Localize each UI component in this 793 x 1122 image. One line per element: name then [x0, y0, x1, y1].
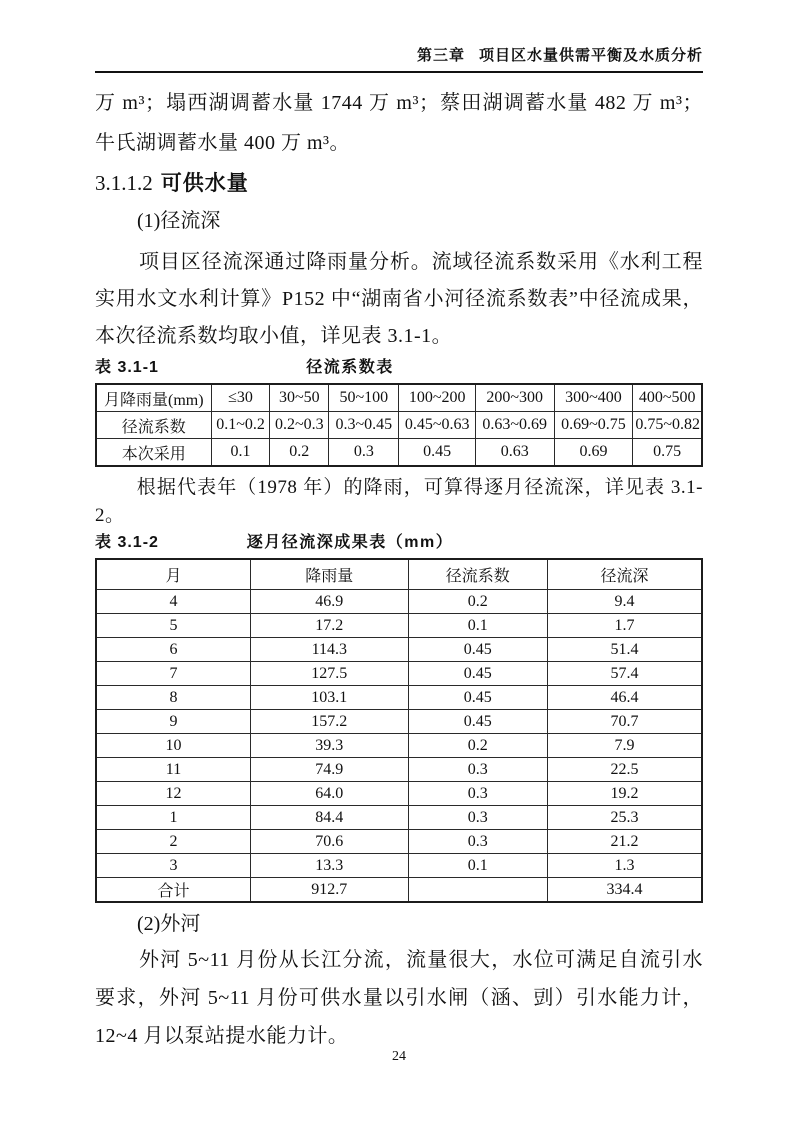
table-cell: 0.45 [399, 439, 475, 467]
table-cell [408, 878, 547, 903]
table-row [96, 782, 702, 806]
table-cell: 1.3 [547, 854, 702, 878]
table-cell: 1.7 [547, 614, 702, 638]
table-cell: 0.45 [408, 662, 547, 686]
table-cell: 12 [96, 782, 251, 806]
table-cell: 7 [96, 662, 251, 686]
chapter-label: 第三章 [416, 47, 465, 64]
table-cell: 17.2 [251, 614, 409, 638]
table-cell: 0.69 [554, 439, 633, 467]
table-row [96, 590, 702, 614]
table-cell: 0.3 [408, 806, 547, 830]
table-cell: 6 [96, 638, 251, 662]
table-row [96, 830, 702, 854]
table-cell: 25.3 [547, 806, 702, 830]
table-cell: 0.45 [408, 710, 547, 734]
table-cell: 8 [96, 686, 251, 710]
table-cell: 径流系数 [96, 412, 211, 439]
table-cell: 103.1 [251, 686, 409, 710]
table-cell: 39.3 [251, 734, 409, 758]
table-cell: 127.5 [251, 662, 409, 686]
table-cell: 0.3 [329, 439, 399, 467]
table2-caption-label: 表 3.1-2 [95, 534, 159, 551]
running-header [95, 0, 703, 73]
table-cell: 0.1 [408, 854, 547, 878]
table-row [96, 758, 702, 782]
table-row [96, 662, 702, 686]
table1-caption-label: 表 3.1-1 [95, 359, 159, 376]
section-number: 3.1.1.2 [95, 171, 153, 195]
paragraph-outer-river: 外河 5~11 月份从长江分流，流量很大，水位可满足自流引水要求，外河 5~11 月份可供水量以引水闸（涵、剅）引水能力计，12~4 月以泵站提水能力计。 [95, 949, 703, 1047]
table-row [96, 384, 702, 412]
table-cell: 降雨量 [251, 559, 409, 590]
table-row [96, 559, 702, 590]
table-cell: 51.4 [547, 638, 702, 662]
table-cell: 月降雨量(mm) [96, 384, 211, 412]
table-row [96, 412, 702, 439]
table-cell: 径流深 [547, 559, 702, 590]
table-cell: 21.2 [547, 830, 702, 854]
table1-caption [95, 357, 703, 379]
list-item-outer-river: (2)外河 [137, 913, 201, 935]
table-cell: 30~50 [270, 384, 329, 412]
paragraph-runoff-analysis: 项目区径流深通过降雨量分析。流域径流系数采用《水利工程实用水文水利计算》P152 中“湖南省小河径流系数表”中径流成果，本次径流系数均取小值，详见表 3.1-1。 [95, 251, 703, 347]
table-row [96, 734, 702, 758]
table-row [96, 854, 702, 878]
table-cell: 0.3~0.45 [329, 412, 399, 439]
table-cell: 10 [96, 734, 251, 758]
table-cell: 46.9 [251, 590, 409, 614]
table-row [96, 878, 702, 903]
table-cell: 64.0 [251, 782, 409, 806]
table-cell: 157.2 [251, 710, 409, 734]
table-cell: 径流系数 [408, 559, 547, 590]
table-cell: 0.45~0.63 [399, 412, 475, 439]
table-cell: 200~300 [475, 384, 554, 412]
table-cell: ≤30 [211, 384, 270, 412]
table-cell: 300~400 [554, 384, 633, 412]
table-cell: 0.2 [270, 439, 329, 467]
table-cell: 7.9 [547, 734, 702, 758]
table-cell: 0.45 [408, 686, 547, 710]
table-cell: 74.9 [251, 758, 409, 782]
table-cell: 9 [96, 710, 251, 734]
table-cell: 1 [96, 806, 251, 830]
section-heading [95, 169, 703, 198]
table-cell: 0.3 [408, 782, 547, 806]
table-cell: 70.7 [547, 710, 702, 734]
runoff-coefficient-table [95, 383, 703, 467]
table-cell: 9.4 [547, 590, 702, 614]
table2-caption [95, 532, 703, 554]
table-cell: 0.1 [408, 614, 547, 638]
list-item-runoff-depth: (1)径流深 [137, 210, 221, 232]
table1-caption-title: 径流系数表 [306, 359, 394, 376]
table-cell: 0.63~0.69 [475, 412, 554, 439]
table-cell: 84.4 [251, 806, 409, 830]
table-cell: 合计 [96, 878, 251, 903]
paragraph-lake-storage: 万 m³；塌西湖调蓄水量 1744 万 m³；蔡田湖调蓄水量 482 万 m³；牛氏湖调蓄水量 400 万 m³。 [95, 92, 703, 154]
table-cell: 0.75~0.82 [633, 412, 702, 439]
monthly-runoff-depth-table [95, 558, 703, 903]
table-cell: 0.3 [408, 758, 547, 782]
table-cell: 400~500 [633, 384, 702, 412]
table-cell: 22.5 [547, 758, 702, 782]
section-title: 可供水量 [160, 172, 249, 195]
table-cell: 19.2 [547, 782, 702, 806]
table2-caption-title: 逐月径流深成果表（mm） [246, 534, 454, 551]
table-cell: 2 [96, 830, 251, 854]
table-cell: 本次采用 [96, 439, 211, 467]
table-cell: 11 [96, 758, 251, 782]
table-cell: 46.4 [547, 686, 702, 710]
chapter-title: 项目区水量供需平衡及水质分析 [478, 47, 703, 64]
table-cell: 0.1 [211, 439, 270, 467]
table-cell: 70.6 [251, 830, 409, 854]
table-cell: 912.7 [251, 878, 409, 903]
table-cell: 334.4 [547, 878, 702, 903]
page-number: 24 [392, 1049, 406, 1064]
table-cell: 0.2 [408, 590, 547, 614]
table-cell: 0.63 [475, 439, 554, 467]
table-row [96, 710, 702, 734]
table-cell: 3 [96, 854, 251, 878]
table-cell: 0.3 [408, 830, 547, 854]
table-cell: 0.75 [633, 439, 702, 467]
paragraph-representative-year: 根据代表年（1978 年）的降雨，可算得逐月径流深，详见表 3.1-2。 [95, 477, 703, 526]
table-cell: 50~100 [329, 384, 399, 412]
table-row [96, 806, 702, 830]
table-cell: 57.4 [547, 662, 702, 686]
table-cell: 月 [96, 559, 251, 590]
table-cell: 5 [96, 614, 251, 638]
table-cell: 0.2 [408, 734, 547, 758]
table-cell: 100~200 [399, 384, 475, 412]
table-cell: 0.45 [408, 638, 547, 662]
table-row [96, 686, 702, 710]
table-row [96, 614, 702, 638]
table-cell: 13.3 [251, 854, 409, 878]
table-row [96, 638, 702, 662]
table-row [96, 439, 702, 467]
table-cell: 0.1~0.2 [211, 412, 270, 439]
table-cell: 114.3 [251, 638, 409, 662]
table-cell: 0.2~0.3 [270, 412, 329, 439]
table-cell: 0.69~0.75 [554, 412, 633, 439]
table-cell: 4 [96, 590, 251, 614]
